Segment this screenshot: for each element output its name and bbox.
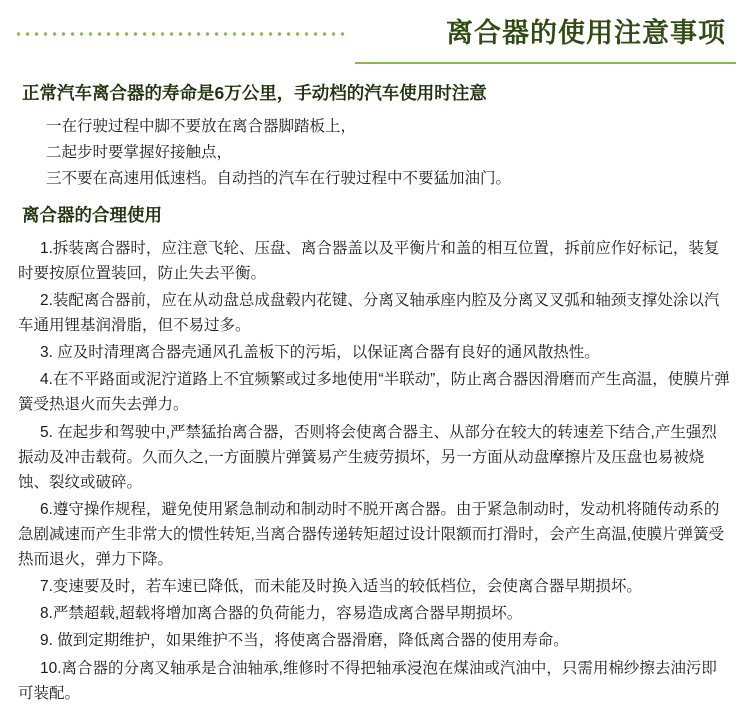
paragraph: 三不要在高速用低速档。自动挡的汽车在行驶过程中不要猛加油门。 [46, 170, 512, 188]
paragraph: 8.严禁超载,超载将增加离合器的负荷能力，容易造成离合器早期损坏。 [40, 605, 523, 623]
paragraph: 2.装配离合器前，应在从动盘总成盘毂内花键、分离叉轴承座内腔及分离叉叉弧和轴颈支撑处涂以汽车通用锂基润滑脂，但不易过多。 [18, 292, 720, 335]
section-paragraph-group [18, 236, 732, 706]
document-body [0, 72, 750, 706]
paragraph: 5. 在起步和驾驶中,严禁猛抬离合器，否则将会使离合器主、从部分在较大的转速差下结合,产生强烈振动及冲击载荷。久而久之,一方面膜片弹簧易产生疲劳损坏，另一方面从动盘摩擦片及压盘也易被烧蚀、裂纹或破碎。 [18, 423, 717, 491]
page-title: 离合器的使用注意事项 [446, 17, 726, 48]
paragraph: 4.在不平路面或泥泞道路上不宜频繁或过多地使用“半联动”，防止离合器因滑磨而产生高温，使膜片弹簧受热退火而失去弹力。 [18, 371, 730, 414]
section-clutch-reasonable-usage [18, 202, 732, 706]
paragraph: 1.拆装离合器时，应注意飞轮、压盘、离合器盖以及平衡片和盖的相互位置，拆前应作好标记，装复时要按原位置装回，防止失去平衡。 [18, 239, 720, 282]
section-heading: 离合器的合理使用 [22, 204, 162, 225]
section-paragraph-group [18, 114, 732, 191]
paragraph: 二起步时要掌握好接触点， [46, 144, 233, 162]
page-header-banner [0, 0, 750, 72]
paragraph: 一在行驶过程中脚不要放在离合器脚踏板上， [46, 118, 357, 136]
paragraph: 9. 做到定期维护，如果维护不当，将使离合器滑磨，降低离合器的使用寿命。 [40, 632, 569, 650]
header-underline-divider [355, 62, 736, 64]
section-clutch-normal-usage [18, 80, 732, 192]
paragraph: 3. 应及时清理离合器壳通风孔盖板下的污垢，以保证离合器有良好的通风散热性。 [40, 344, 600, 362]
section-heading: 正常汽车离合器的寿命是6万公里，手动档的汽车使用时注意 [22, 83, 487, 103]
dotted-line-decoration-icon [14, 31, 344, 37]
paragraph: 7.变速要及时，若车速已降低，而未能及时换入适当的较低档位，会使离合器早期损坏。 [40, 578, 642, 596]
paragraph: 10.离合器的分离叉轴承是合油轴承,维修时不得把轴承浸泡在煤油或汽油中，只需用棉纱擦去油污即可装配。 [18, 659, 717, 702]
paragraph: 6.遵守操作规程，避免使用紧急制动和制动时不脱开离合器。由于紧急制动时，发动机将随传动系的急剧减速而产生非常大的惯性转矩,当离合器传递转矩超过设计限额而打滑时，会产生高温,使膜片弹簧受热而退火，弹力下降。 [18, 500, 725, 569]
